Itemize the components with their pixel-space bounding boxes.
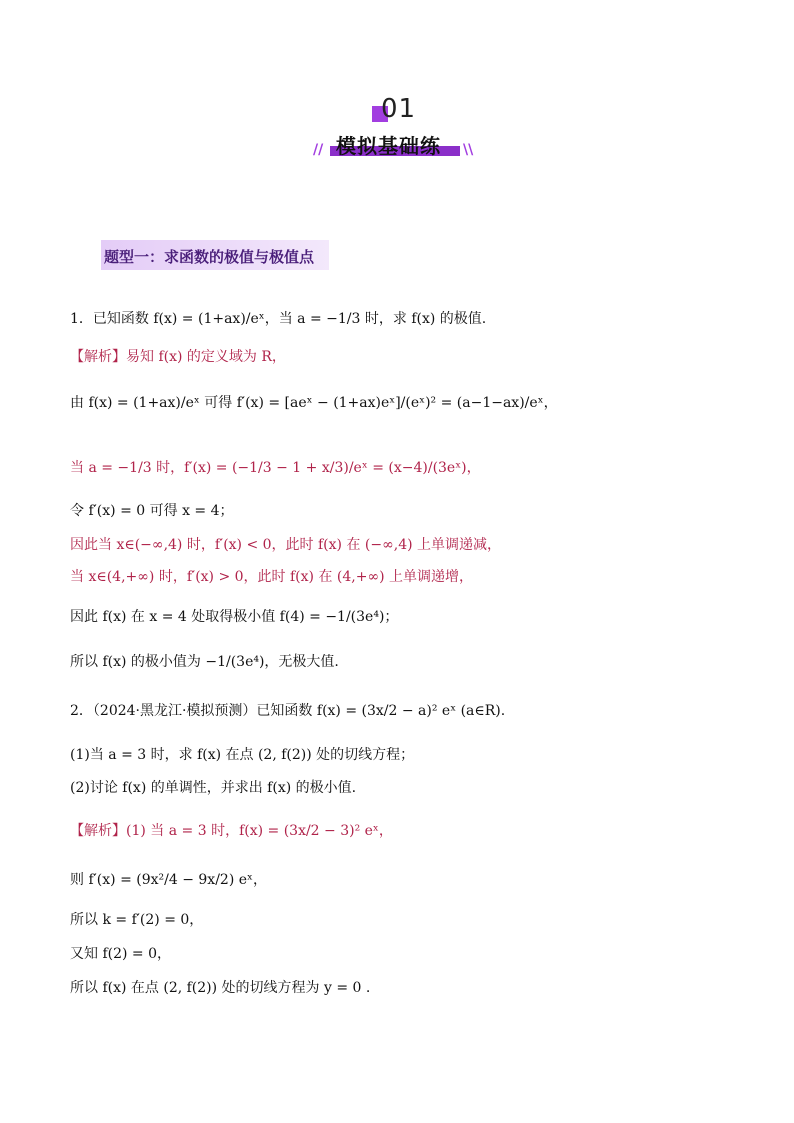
solution-1-line-2: 由 f(x) = (1+ax)/eˣ 可得 f′(x) = [aeˣ − (1+ax)eˣ]/(eˣ)² = (a−1−ax)/eˣ， xyxy=(70,395,558,411)
left-slash-deco: // xyxy=(313,142,324,158)
problem-2-part-1: (1)当 a = 3 时，求 f(x) 在点 (2, f(2)) 处的切线方程； xyxy=(70,747,415,763)
right-slash-deco: \\ xyxy=(463,142,474,158)
solution-1-line-3: 当 a = −1/3 时，f′(x) = (−1/3 − 1 + x/3)/eˣ = (x−4)/(3eˣ)， xyxy=(70,460,481,476)
problem-2: 2．（2024·黑龙江·模拟预测）已知函数 f(x) = (3x/2 − a)² eˣ (a∈R). xyxy=(70,703,506,719)
section-label: 题型一：求函数的极值与极值点 xyxy=(104,248,315,266)
solution-1-line-7: 因此 f(x) 在 x = 4 处取得极小值 f(4) = −1/(3e⁴)； xyxy=(70,609,399,625)
solution-1-line-4: 令 f′(x) = 0 可得 x = 4； xyxy=(70,503,234,519)
problem-1: 1．已知函数 f(x) = (1+ax)/eˣ，当 a = −1/3 时，求 f(x) 的极值. xyxy=(70,311,487,327)
problem-2-part-2: (2)讨论 f(x) 的单调性，并求出 f(x) 的极小值. xyxy=(70,780,357,796)
solution-1-line-6: 当 x∈(4,+∞) 时，f′(x) > 0，此时 f(x) 在 (4,+∞) 上单调递增， xyxy=(70,569,474,585)
solution-1-line-8: 所以 f(x) 的极小值为 −1/(3e⁴)，无极大值. xyxy=(70,654,339,670)
solution-1-line-5: 因此当 x∈(−∞,4) 时，f′(x) < 0，此时 f(x) 在 (−∞,4) 上单调递减， xyxy=(70,537,502,553)
chapter-title: 模拟基础练 xyxy=(336,134,441,158)
solution-2-line-3: 所以 k = f′(2) = 0， xyxy=(70,912,204,928)
solution-1-line-1: 【解析】易知 f(x) 的定义域为 R， xyxy=(70,349,286,365)
solution-2-line-5: 所以 f(x) 在点 (2, f(2)) 处的切线方程为 y = 0 . xyxy=(70,980,371,996)
solution-2-line-1: 【解析】(1) 当 a = 3 时，f(x) = (3x/2 − 3)² eˣ， xyxy=(70,823,393,839)
solution-2-line-4: 又知 f(2) = 0， xyxy=(70,946,172,962)
solution-2-line-2: 则 f′(x) = (9x²/4 − 9x/2) eˣ， xyxy=(70,872,267,888)
chapter-number: 01 xyxy=(381,94,417,124)
